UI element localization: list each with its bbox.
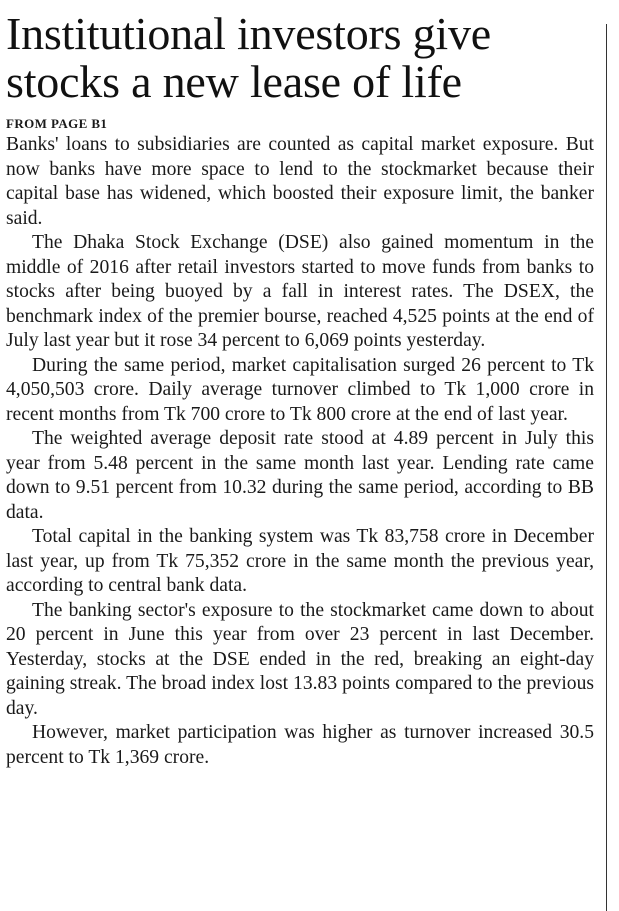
jump-line: FROM PAGE B1 (6, 116, 108, 131)
body-paragraph-5: Total capital in the banking system was Tk 83,758 crore in December last year, up from Tk 75,352 crore in the same month the previous year, according to central bank data. (6, 526, 594, 596)
body-paragraph-6: The banking sector's exposure to the stockmarket came down to about 20 percent in June this year from over 23 percent in last December. Yesterday, stocks at the DSE ended in the red, breaking an eight-day gaining streak. The broad index lost 13.83 points compared to the previous day. (6, 599, 594, 719)
column-divider (606, 24, 607, 911)
body-paragraph-1: Banks' loans to subsidiaries are counted as capital market exposure. But now banks have more space to lend to the stockmarket because their capital base has widened, which boosted their exposure limit, the banker said. (6, 134, 594, 229)
body-paragraph-7: However, market participation was higher as turnover increased 30.5 percent to Tk 1,369 crore. (6, 722, 594, 768)
headline-line-1: Institutional investors give (6, 8, 492, 59)
body-paragraph-3: During the same period, market capitalisation surged 26 percent to Tk 4,050,503 crore. Daily average turnover climbed to Tk 1,000 crore in recent months from Tk 700 crore to Tk 800 crore at the end of last year. (6, 354, 594, 425)
headline-line-2: stocks a new lease of life (6, 56, 462, 107)
body-paragraph-2: The Dhaka Stock Exchange (DSE) also gained momentum in the middle of 2016 after retail investors started to move funds from banks to stocks after being buoyed by a fall in interest rates. The DSEX, the benchmark index of the premier bourse, reached 4,525 points at the end of July last year but it rose 34 percent to 6,069 points yesterday. (6, 232, 594, 351)
article (6, 10, 594, 770)
body-paragraph-4: The weighted average deposit rate stood at 4.89 percent in July this year from 5.48 percent in the same month last year. Lending rate came down to 9.51 percent from 10.32 during the same period, according to BB data. (6, 428, 594, 523)
headline (6, 10, 594, 106)
